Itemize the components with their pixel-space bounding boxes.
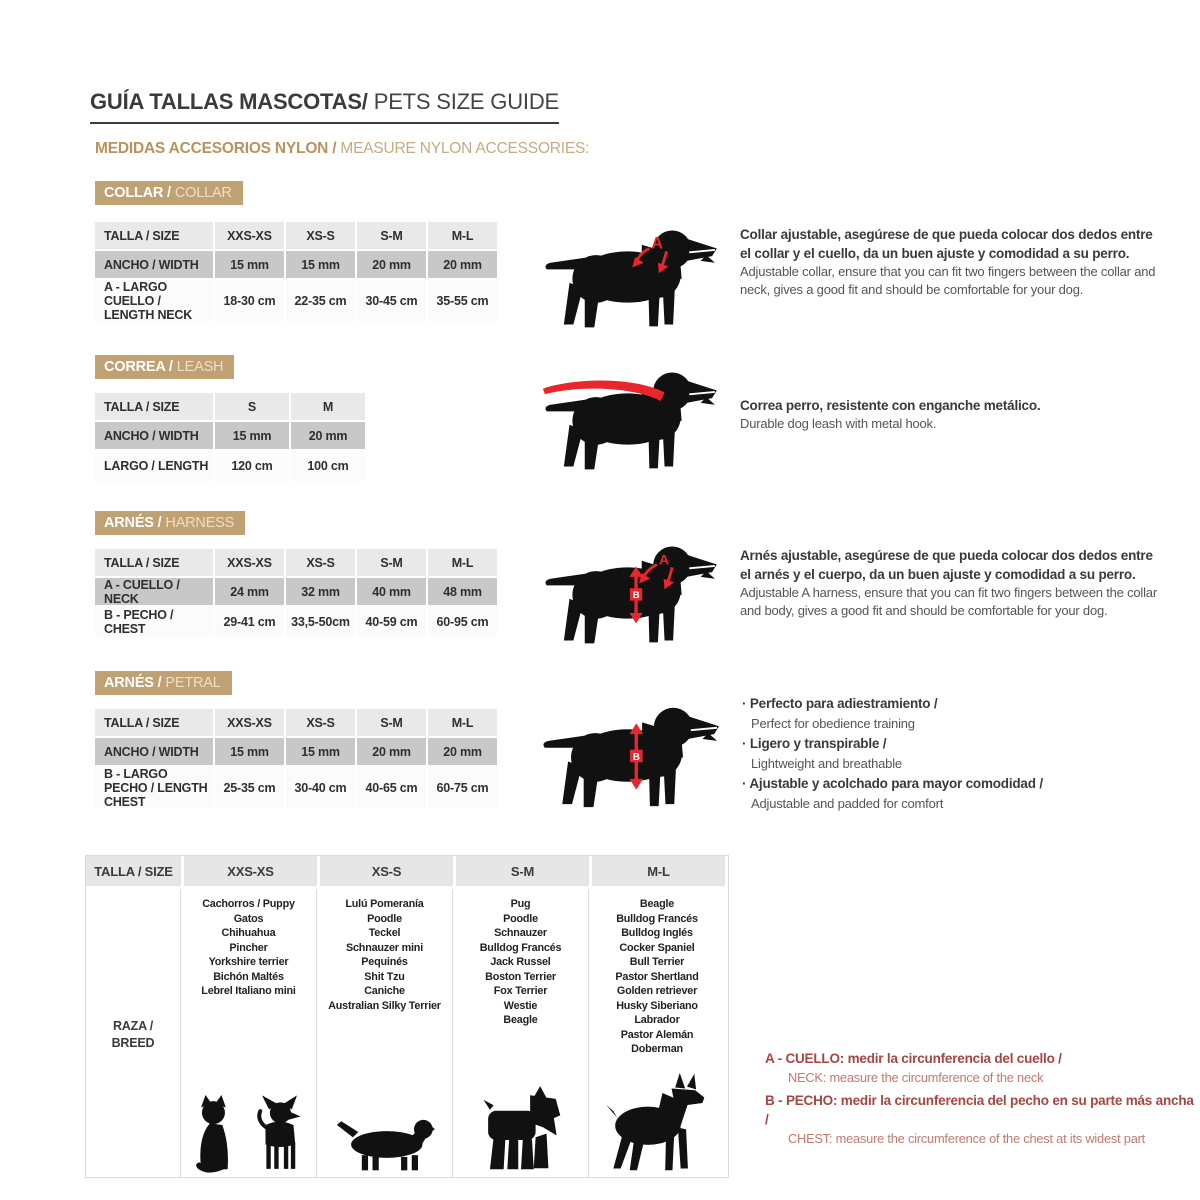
- table-cell: TALLA / SIZE: [86, 856, 181, 886]
- breed-item: Fox Terrier: [493, 985, 548, 997]
- note-item: [765, 1091, 1197, 1148]
- svg-text:A: A: [651, 234, 663, 253]
- breed-list: [328, 897, 441, 1013]
- table-cell: 60-75 cm: [428, 767, 497, 808]
- breed-item: Westie: [503, 999, 538, 1012]
- table-cell: 40-59 cm: [357, 607, 426, 637]
- table-row: [95, 222, 499, 249]
- badge-label-es: COLLAR /: [104, 185, 171, 201]
- table-cell: XS-S: [320, 856, 453, 886]
- breed-cell-s-m: [453, 889, 589, 1177]
- table-cell: 15 mm: [215, 422, 289, 449]
- table-cell: 20 mm: [357, 738, 426, 765]
- breed-list: [480, 897, 562, 1028]
- table-row: [95, 549, 499, 576]
- petral-features: [742, 694, 1166, 814]
- svg-text:A: A: [658, 552, 669, 569]
- page-subtitle-en: MEASURE NYLON ACCESSORIES:: [340, 140, 590, 157]
- table-cell: 40 mm: [357, 578, 426, 605]
- breed-item: Cocker Spaniel: [619, 941, 695, 954]
- table-cell: B - PECHO / CHEST: [95, 607, 213, 637]
- breed-item: Bichón Maltés: [213, 970, 284, 983]
- feature-en: Lightweight and breathable: [751, 756, 902, 771]
- table-cell: 30-40 cm: [286, 767, 355, 808]
- breed-item: Pincher: [229, 941, 268, 954]
- dog-harness-icon: [535, 536, 720, 650]
- schnauzer-icon: [479, 1086, 563, 1173]
- leash-description-es: Correa perro, resistente con enganche metálico.: [740, 398, 1041, 413]
- breed-item: Chihuahua: [221, 927, 276, 939]
- table-cell: XXS-XS: [215, 222, 284, 249]
- table-cell: S: [215, 393, 289, 420]
- table-cell: 20 mm: [428, 251, 497, 278]
- table-row: [95, 280, 499, 321]
- table-cell: B - LARGO PECHO / LENGTH CHEST: [95, 767, 213, 808]
- table-cell: A - LARGO CUELLO / LENGTH NECK: [95, 280, 213, 321]
- table-cell: XXS-XS: [215, 709, 284, 736]
- breed-size-table: [85, 855, 729, 1178]
- table-cell: 120 cm: [215, 451, 289, 481]
- harness-description-es: Arnés ajustable, asegúrese de que pueda colocar dos dedos entre el arnés y el cuerpo, da un buen ajuste y comodidad a su perro.: [740, 548, 1153, 582]
- breed-item: Lulú Pomeranía: [345, 898, 424, 910]
- dachshund-icon: [335, 1107, 435, 1173]
- breed-item: Caniche: [364, 985, 405, 997]
- badge-label-en: LEASH: [176, 359, 224, 375]
- leash-description: [740, 396, 1164, 433]
- harness-description-en: Adjustable A harness, ensure that you can fit two fingers between the collar and body, gives a good fit and should be comfortable for your dog.: [740, 585, 1157, 618]
- table-cell: S-M: [357, 709, 426, 736]
- breed-item: Golden retriever: [616, 985, 698, 997]
- section-badge-harness: [95, 511, 245, 535]
- breed-row-label-cell: [86, 889, 181, 1177]
- breed-item: Gatos: [233, 912, 264, 925]
- cat-icon: [194, 1093, 240, 1173]
- note-es: A - CUELLO: medir la circunferencia del cuello /: [765, 1051, 1062, 1066]
- page-subtitle: [95, 140, 589, 158]
- table-cell: ANCHO / WIDTH: [95, 251, 213, 278]
- breed-item: Bulldog Francés: [479, 941, 562, 954]
- harness-description: [740, 546, 1164, 620]
- table-cell: 15 mm: [286, 251, 355, 278]
- breed-item: Shit Tzu: [364, 970, 405, 983]
- breed-item: Schnauzer: [494, 927, 547, 939]
- breed-list: [615, 897, 698, 1057]
- breed-item: Husky Siberiano: [616, 999, 698, 1012]
- breed-cell-xs-s: [317, 889, 453, 1177]
- note-en: CHEST: measure the circumference of the chest at its widest part: [788, 1131, 1146, 1146]
- table-row: [95, 393, 367, 420]
- table-cell: XS-S: [286, 222, 355, 249]
- dog-collar-icon: [535, 220, 720, 334]
- breed-row-label-line1: RAZA /: [112, 1019, 153, 1033]
- breed-item: Boston Terrier: [485, 970, 556, 983]
- breed-item: Poodle: [503, 912, 538, 925]
- table-cell: M-L: [428, 549, 497, 576]
- dog-leash-icon: [535, 362, 720, 476]
- badge-label-en: PETRAL: [165, 675, 221, 691]
- table-cell: 15 mm: [215, 738, 284, 765]
- table-row: [95, 709, 499, 736]
- section-badge-petral: [95, 671, 232, 695]
- dog-petral-icon: [535, 697, 720, 814]
- table-cell: 60-95 cm: [428, 607, 497, 637]
- breed-item: Jack Russel: [490, 956, 551, 968]
- table-cell: 15 mm: [286, 738, 355, 765]
- table-row: [95, 767, 499, 808]
- breed-item: Beagle: [639, 898, 675, 910]
- breed-item: Teckel: [368, 927, 401, 939]
- table-cell: ANCHO / WIDTH: [95, 422, 213, 449]
- badge-label-en: HARNESS: [165, 515, 235, 531]
- breed-item: Poodle: [367, 912, 402, 925]
- table-cell: 100 cm: [291, 451, 365, 481]
- collar-size-table: [95, 222, 499, 323]
- table-cell: TALLA / SIZE: [95, 709, 213, 736]
- table-row: [95, 451, 367, 481]
- leash-description-en: Durable dog leash with metal hook.: [740, 416, 937, 431]
- petral-size-table: [95, 709, 499, 810]
- table-cell: 18-30 cm: [215, 280, 284, 321]
- collar-description: [740, 225, 1164, 299]
- breed-list: [201, 897, 295, 999]
- breed-cell-xxs-xs: [181, 889, 317, 1177]
- table-cell: A - CUELLO / NECK: [95, 578, 213, 605]
- table-cell: 20 mm: [291, 422, 365, 449]
- table-cell: XXS-XS: [215, 549, 284, 576]
- breed-table-body: [86, 889, 728, 1177]
- breed-item: Pastor Shertland: [615, 970, 699, 983]
- section-badge-leash: [95, 355, 234, 379]
- feature-item: [742, 774, 1166, 813]
- table-cell: 40-65 cm: [357, 767, 426, 808]
- harness-size-table: [95, 549, 499, 639]
- breed-item: Bulldog Inglés: [621, 927, 693, 939]
- breed-item: Bulldog Francés: [616, 912, 698, 925]
- leash-size-table: [95, 393, 367, 483]
- table-cell: TALLA / SIZE: [95, 393, 213, 420]
- badge-label-es: ARNÉS /: [104, 515, 162, 531]
- breed-item: Schnauzer mini: [346, 941, 423, 954]
- table-cell: 48 mm: [428, 578, 497, 605]
- badge-label-es: CORREA /: [104, 359, 173, 375]
- breed-item: Pastor Alemán: [620, 1028, 694, 1041]
- measurement-notes: [765, 1049, 1197, 1152]
- chihuahua-icon: [248, 1093, 304, 1173]
- table-cell: 32 mm: [286, 578, 355, 605]
- breed-item: Lebrel Italiano mini: [201, 985, 296, 997]
- table-cell: M: [291, 393, 365, 420]
- feature-item: [742, 734, 1166, 773]
- breed-item: Yorkshire terrier: [208, 956, 289, 968]
- badge-label-es: ARNÉS /: [104, 675, 162, 691]
- breed-cell-m-l: [589, 889, 725, 1177]
- breed-item: Labrador: [634, 1014, 680, 1026]
- feature-en: Adjustable and padded for comfort: [751, 796, 944, 811]
- table-cell: XXS-XS: [184, 856, 317, 886]
- table-cell: 35-55 cm: [428, 280, 497, 321]
- table-row: [95, 738, 499, 765]
- table-cell: TALLA / SIZE: [95, 549, 213, 576]
- note-es: B - PECHO: medir la circunferencia del pecho en su parte más ancha /: [765, 1093, 1194, 1127]
- table-row: [95, 578, 499, 605]
- table-cell: M-L: [592, 856, 725, 886]
- table-cell: 24 mm: [215, 578, 284, 605]
- table-cell: 25-35 cm: [215, 767, 284, 808]
- breed-item: Doberman: [631, 1043, 683, 1055]
- table-cell: 30-45 cm: [357, 280, 426, 321]
- breed-row-label-line2: BREED: [111, 1036, 155, 1050]
- table-cell: TALLA / SIZE: [95, 222, 213, 249]
- breed-item: Pug: [510, 898, 531, 910]
- feature-en: Perfect for obedience training: [751, 716, 915, 731]
- table-cell: S-M: [456, 856, 589, 886]
- note-item: [765, 1049, 1197, 1087]
- table-cell: 22-35 cm: [286, 280, 355, 321]
- page-subtitle-es: MEDIDAS ACCESORIOS NYLON /: [95, 140, 337, 157]
- svg-text:B: B: [632, 751, 640, 763]
- table-row: [95, 422, 367, 449]
- page-title-es: GUÍA TALLAS MASCOTAS/: [90, 88, 368, 114]
- table-cell: XS-S: [286, 709, 355, 736]
- breed-item: Beagle: [503, 1014, 538, 1026]
- table-cell: 15 mm: [215, 251, 284, 278]
- page-title: [90, 89, 559, 124]
- breed-item: Australian Silky Terrier: [328, 999, 441, 1012]
- feature-es: · Ligero y transpirable /: [742, 734, 1166, 754]
- section-badge-collar: [95, 181, 243, 205]
- breed-table-header: [86, 856, 728, 889]
- collar-description-es: Collar ajustable, asegúrese de que pueda colocar dos dedos entre el collar y el cuello, da un buen ajuste y comodidad a su perro.: [740, 227, 1153, 261]
- table-cell: S-M: [357, 222, 426, 249]
- table-cell: M-L: [428, 709, 497, 736]
- table-cell: LARGO / LENGTH: [95, 451, 213, 481]
- breed-item: Bull Terrier: [629, 956, 685, 968]
- table-cell: M-L: [428, 222, 497, 249]
- table-cell: 20 mm: [357, 251, 426, 278]
- feature-item: [742, 694, 1166, 733]
- feature-es: · Perfecto para adiestramiento /: [742, 694, 1166, 714]
- table-row: [95, 251, 499, 278]
- badge-label-en: COLLAR: [174, 185, 232, 201]
- svg-text:B: B: [632, 590, 640, 602]
- table-cell: 33,5-50cm: [286, 607, 355, 637]
- collar-description-en: Adjustable collar, ensure that you can fit two fingers between the collar and neck, gives a good fit and should be comfortable for your dog.: [740, 264, 1156, 297]
- table-cell: 29-41 cm: [215, 607, 284, 637]
- doberman-icon: [606, 1073, 708, 1173]
- breed-item: Cachorros / Puppy: [202, 898, 295, 910]
- table-cell: 20 mm: [428, 738, 497, 765]
- page-title-en: PETS SIZE GUIDE: [373, 88, 559, 114]
- table-row: [95, 607, 499, 637]
- feature-es: · Ajustable y acolchado para mayor comodidad /: [742, 774, 1166, 794]
- table-cell: S-M: [357, 549, 426, 576]
- note-en: NECK: measure the circumference of the neck: [788, 1070, 1044, 1085]
- table-cell: XS-S: [286, 549, 355, 576]
- table-cell: ANCHO / WIDTH: [95, 738, 213, 765]
- breed-item: Pequinés: [361, 956, 408, 968]
